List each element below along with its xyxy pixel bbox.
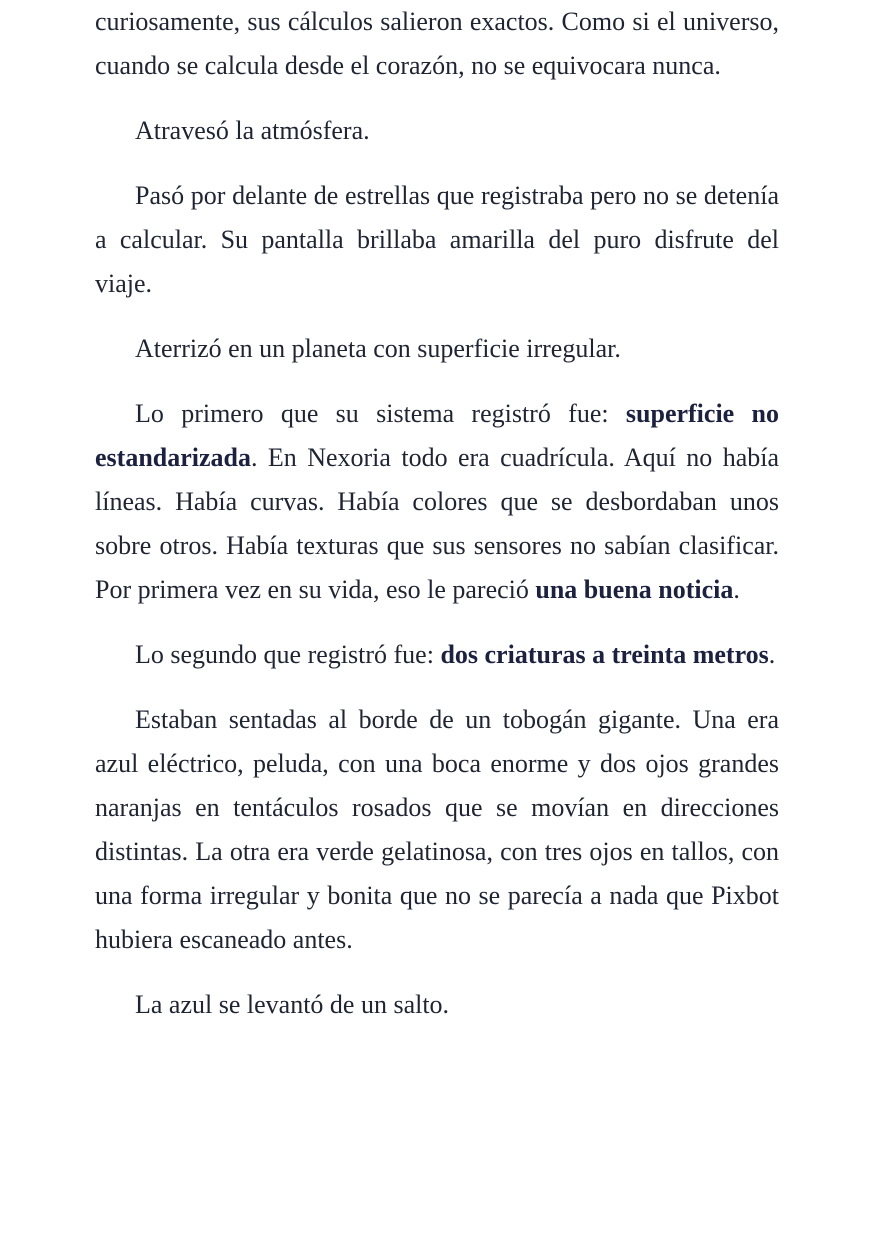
paragraph-5 xyxy=(95,392,779,612)
paragraph-4 xyxy=(95,327,779,371)
book-page xyxy=(95,0,779,1048)
paragraph-1 xyxy=(95,0,779,88)
text-run: Atravesó la atmósfera. xyxy=(135,116,370,145)
paragraph-2 xyxy=(95,109,779,153)
text-run: Aterrizó en un planeta con superficie irregular. xyxy=(135,334,621,363)
text-run: . xyxy=(733,575,740,604)
paragraph-3 xyxy=(95,174,779,306)
paragraph-8 xyxy=(95,983,779,1027)
text-run: . En Nexoria todo era cuadrícula. Aquí no había líneas. Había curvas. Había colores que se desbordaban unos sobre otros. Había texturas que sus sensores no sabían clasificar. Por primera vez en su vida, eso le pareció xyxy=(95,443,779,604)
text-run: Estaban sentadas al borde de un tobogán gigante. Una era azul eléctrico, peluda, con una boca enorme y dos ojos grandes naranjas en tentáculos rosados que se movían en direcciones distintas. La otra era verde gelatinosa, con tres ojos en tallos, con una forma irregular y bonita que no se parecía a nada que Pixbot hubiera escaneado antes. xyxy=(95,705,779,954)
text-run: Pasó por delante de estrellas que registraba pero no se detenía a calcular. Su pantalla brillaba amarilla del puro disfrute del viaje. xyxy=(95,181,779,298)
bold-phrase: dos criaturas a treinta metros xyxy=(440,640,769,669)
text-run: Lo primero que su sistema registró fue: xyxy=(135,399,626,428)
text-run: . xyxy=(768,640,776,669)
bold-phrase: superficie no estandarizada xyxy=(95,399,779,472)
text-run: La azul se levantó de un salto. xyxy=(135,990,450,1019)
bold-phrase: una buena noticia xyxy=(535,575,734,604)
paragraph-6 xyxy=(95,633,779,677)
paragraph-7 xyxy=(95,698,779,962)
text-run: curiosamente, sus cálculos salieron exactos. Como si el universo, cuando se calcula desde el corazón, no se equivocara nunca. xyxy=(95,7,779,80)
text-run: Lo segundo que registró fue: xyxy=(135,640,441,669)
